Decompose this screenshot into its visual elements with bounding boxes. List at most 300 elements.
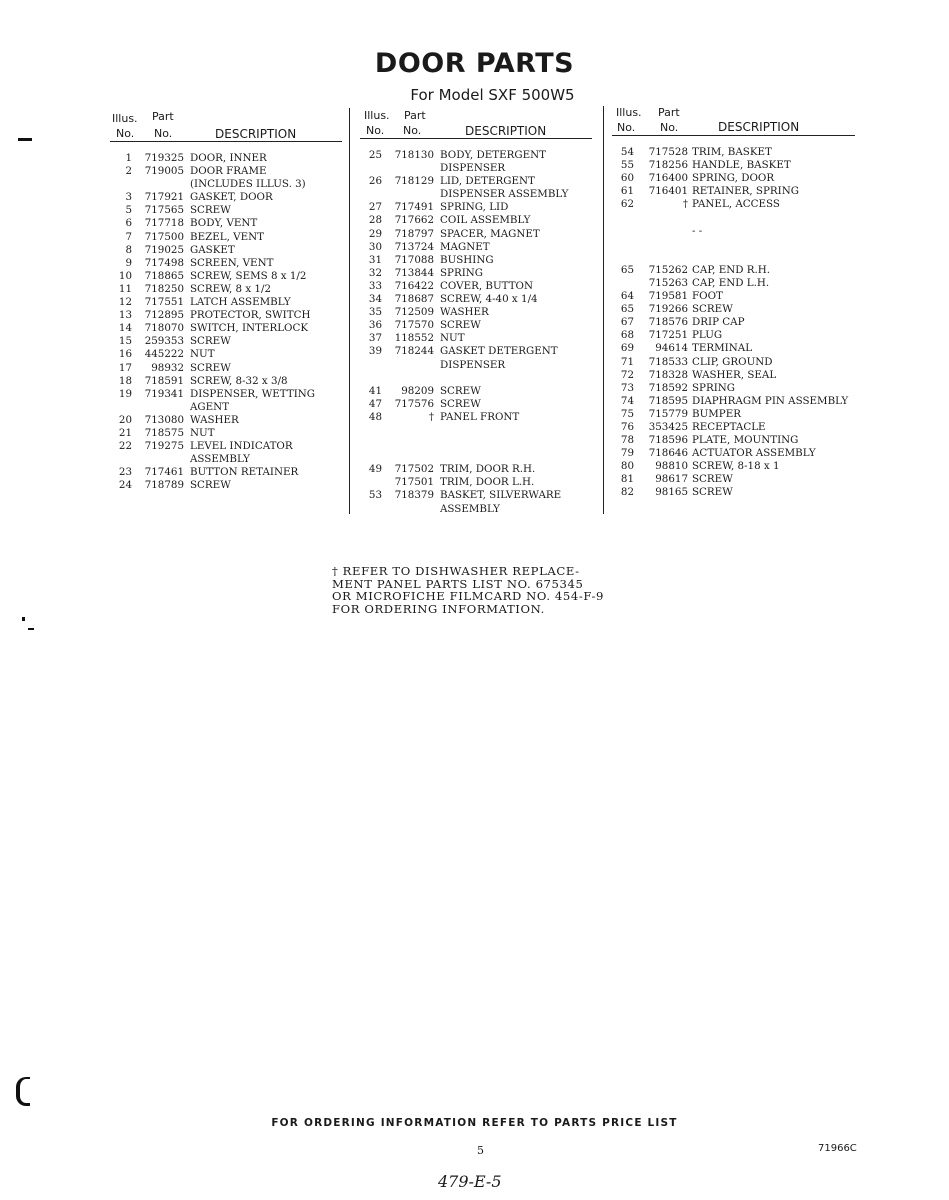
part-row [612,460,855,473]
part-number: 98810 [655,460,688,473]
illus-number: 71 [620,355,634,368]
part-row [110,165,342,178]
part-number: 353425 [648,420,688,433]
part-description: PROTECTOR, SWITCH [190,309,311,322]
part-row [110,466,342,479]
part-label: Part [658,106,680,119]
part-row [360,149,592,162]
part-description: COVER, BUTTON [440,279,534,292]
column-divider [349,108,350,514]
illus-number: 41 [368,384,382,397]
part-row [110,414,342,427]
part-row [110,335,342,348]
handwritten-note: 479-E-5 [438,1172,502,1191]
part-row [612,395,855,408]
part-row [612,146,855,159]
part-row [612,316,855,329]
illus-number: 13 [118,309,132,322]
part-number: 719325 [144,152,184,164]
part-row [612,172,855,185]
illus-no-label: No. [116,127,135,140]
part-number: 717501 [394,476,434,489]
illus-number: 31 [368,253,382,266]
illus-number: 68 [620,329,634,342]
scan-mark [18,138,32,141]
part-row [360,332,592,345]
part-description: GASKET [190,243,235,256]
part-number: 718328 [648,368,688,381]
part-description: TRIM, DOOR L.H. [440,476,535,489]
part-description: GASKET DETERGENT [440,345,558,358]
part-row [110,388,342,401]
part-description: SCREW [190,204,231,217]
part-row [110,257,342,270]
illus-number: 15 [118,335,132,348]
part-number: 716400 [648,172,688,185]
column-header [360,107,592,145]
part-number: 717921 [144,191,184,204]
part-row [612,434,855,447]
parts-rows [110,152,342,492]
part-description: SCREW [440,319,481,332]
illus-number: 32 [368,266,382,279]
illus-number: 48 [368,410,382,423]
part-number: 718575 [144,426,184,439]
illus-number: 74 [620,394,634,407]
illus-number: 28 [368,214,382,227]
illus-number: 8 [125,243,132,256]
illus-number: 7 [125,230,132,243]
part-number: 718797 [394,227,434,240]
part-number: 717565 [144,204,184,217]
part-description: CAP, END L.H. [692,276,770,289]
part-row [612,159,855,172]
part-number: 717576 [394,397,434,410]
part-row [360,241,592,254]
part-number: 717551 [144,296,184,309]
illus-number: 61 [620,185,634,198]
part-no-label: No. [154,127,173,140]
illus-number: 60 [620,172,634,185]
part-description: LATCH ASSEMBLY [190,296,291,309]
scan-mark [22,617,25,621]
part-number: 94614 [655,342,688,355]
illus-number: 14 [118,322,132,335]
part-row [110,244,342,257]
part-number: 718865 [144,269,184,282]
part-description: RETAINER, SPRING [692,185,799,198]
part-row [360,359,592,372]
part-description: FOOT [692,290,723,303]
part-row [612,382,855,395]
part-row [612,369,855,382]
ordering-footer: FOR ORDERING INFORMATION REFER TO PARTS PRICE LIST [271,1117,678,1129]
part-row [360,411,592,424]
illus-number: 53 [368,489,382,502]
illus-number: 62 [620,198,634,211]
part-description: COIL ASSEMBLY [440,214,531,227]
illus-number: 65 [620,303,634,316]
part-row [360,450,592,463]
header-rule [360,138,592,139]
part-description: HANDLE, BASKET [692,159,791,172]
part-number: 716401 [648,185,688,198]
part-description: CLIP, GROUND [692,355,773,368]
part-description: BUSHING [440,253,494,266]
part-description: LEVEL INDICATOR [190,440,293,453]
part-description: WASHER, SEAL [692,368,777,381]
part-description: LID, DETERGENT [440,175,535,188]
part-number: 718789 [144,479,184,492]
part-number: 445222 [144,348,184,361]
part-description: BODY, DETERGENT [440,149,547,161]
column-header [110,110,342,148]
model-subtitle: For Model SXF 500W5 [410,86,575,104]
part-description: WASHER [440,306,489,319]
part-description: NUT [190,348,215,361]
part-row [110,217,342,230]
part-description: NUT [440,332,465,345]
part-description: - - [692,224,703,237]
illus-number: 67 [620,316,634,329]
part-row [360,267,592,280]
illus-number: 12 [118,296,132,309]
illus-number: 9 [125,256,132,269]
part-description: BUMPER [692,407,741,420]
part-number: 98932 [151,361,184,374]
part-row [110,479,342,492]
illus-number: 30 [368,240,382,253]
part-row [110,204,342,217]
illus-number: 18 [118,374,132,387]
illus-number: 69 [620,342,634,355]
illus-number: 35 [368,306,382,319]
part-description: TERMINAL [692,342,753,355]
part-description: WASHER [190,413,239,426]
illus-number: 20 [118,413,132,426]
illus-number: 10 [118,269,132,282]
part-row [110,375,342,388]
part-number: † [428,410,434,423]
part-row [360,254,592,267]
illus-number: 23 [118,466,132,479]
scan-mark [28,628,34,630]
part-number: 718379 [394,489,434,502]
part-row [612,225,855,238]
part-description: BEZEL, VENT [190,230,264,243]
description-label: DESCRIPTION [718,120,800,134]
part-row [110,296,342,309]
part-row [110,401,342,414]
part-description: SCREW [692,486,733,499]
part-number: 717502 [394,463,434,476]
illus-number: 49 [368,463,382,476]
part-number: 717662 [394,214,434,227]
part-number: 719025 [144,243,184,256]
illus-number: 82 [620,486,634,499]
part-number: 718130 [394,149,434,161]
header-rule [110,141,342,142]
part-number: 715779 [648,407,688,420]
part-number: 118552 [394,332,434,345]
part-row [360,503,592,516]
part-description: SCREW, SEMS 8 x 1/2 [190,269,307,282]
binding-hole-mark [16,1077,30,1106]
part-row [360,201,592,214]
illus-number: 72 [620,368,634,381]
part-row [110,322,342,335]
part-row [360,372,592,385]
part-label: Part [152,110,174,123]
part-row [360,293,592,306]
illus-number: 11 [118,282,132,295]
part-number: 717491 [394,201,434,214]
part-description: SCREEN, VENT [190,256,274,269]
part-number: 718592 [648,381,688,394]
illus-number: 27 [368,201,382,214]
illus-number: 55 [620,159,634,172]
part-description: SCREW, 8-18 x 1 [692,460,780,473]
part-row [612,447,855,460]
illus-no-label: No. [617,121,636,134]
note-line: MENT PANEL PARTS LIST NO. 675345 [332,576,584,591]
part-row [360,306,592,319]
illus-label: Illus. [112,112,138,125]
part-description: BUTTON RETAINER [190,466,299,479]
part-row [360,214,592,227]
header-rule [612,135,855,136]
part-row [360,437,592,450]
column-divider [603,106,604,514]
part-number: 719275 [144,440,184,453]
part-number: 717498 [144,256,184,269]
part-number: 718595 [648,394,688,407]
part-description: ASSEMBLY [440,502,500,515]
parts-column-3 [612,104,855,499]
part-number: 718596 [648,434,688,447]
illus-number: 80 [620,460,634,473]
note-line: FOR ORDERING INFORMATION. [332,601,545,616]
illus-number: 6 [125,217,132,230]
part-row [360,319,592,332]
part-row [612,408,855,421]
part-description: TRIM, DOOR R.H. [440,463,536,476]
part-row [612,421,855,434]
parts-column-2 [360,107,592,515]
part-number: 718256 [648,159,688,172]
illus-number: 5 [125,204,132,217]
part-number: 715263 [648,276,688,289]
part-description: PANEL, ACCESS [692,198,780,211]
part-row [612,264,855,277]
part-row [612,329,855,342]
illus-number: 22 [118,440,132,453]
part-row [360,463,592,476]
part-description: BODY, VENT [190,217,258,230]
part-description: SPRING [440,266,484,279]
illus-number: 19 [118,387,132,400]
part-number: 98165 [655,486,688,499]
part-row [360,280,592,293]
illus-no-label: No. [366,124,385,137]
part-description: ACTUATOR ASSEMBLY [692,447,816,460]
part-row [612,185,855,198]
part-row [110,453,342,466]
part-row [360,424,592,437]
illus-number: 54 [620,146,634,158]
illus-number: 64 [620,290,634,303]
part-description: RECEPTACLE [692,420,766,433]
illus-number: 76 [620,420,634,433]
part-description: DISPENSER, WETTING [190,387,316,400]
illus-number: 26 [368,175,382,188]
part-no-label: No. [660,121,679,134]
part-number: 718591 [144,374,184,387]
part-row [612,277,855,290]
part-number: 717461 [144,466,184,479]
part-number: 713724 [394,240,434,253]
part-number: 718129 [394,175,434,188]
part-description: SPACER, MAGNET [440,227,540,240]
part-description: SCREW [440,397,481,410]
part-number: 719005 [144,165,184,178]
part-description: DOOR FRAME [190,165,267,178]
part-row [110,231,342,244]
part-number: 713080 [144,413,184,426]
part-description: SCREW [190,479,231,492]
part-number: 718244 [394,345,434,358]
illus-number: 78 [620,434,634,447]
note-line: † REFER TO DISHWASHER REPLACE- [332,564,580,578]
part-row [360,228,592,241]
part-number: 718687 [394,293,434,306]
part-number: 98617 [655,473,688,486]
illus-number: 73 [620,381,634,394]
part-number: 98209 [401,384,434,397]
illus-number: 29 [368,227,382,240]
description-label: DESCRIPTION [215,127,297,141]
illus-number: 25 [368,149,382,161]
illus-number: 2 [125,165,132,178]
illus-number: 17 [118,361,132,374]
part-number: 718576 [648,316,688,329]
part-number: 717718 [144,217,184,230]
part-description: SCREW [692,473,733,486]
part-row [360,398,592,411]
part-description: SCREW [692,303,733,316]
part-row [612,251,855,264]
illus-label: Illus. [364,109,390,122]
part-number: † [682,198,688,211]
illus-number: 39 [368,345,382,358]
illus-number: 36 [368,319,382,332]
part-row [612,486,855,499]
part-description: GASKET, DOOR [190,191,273,204]
part-description: DOOR, INNER [190,152,267,164]
part-description: SCREW, 8-32 x 3/8 [190,374,288,387]
page-number: 5 [477,1144,484,1157]
part-row [612,211,855,224]
illus-number: 1 [125,152,132,164]
part-number: 718646 [648,447,688,460]
part-row [612,290,855,303]
part-number: 717570 [394,319,434,332]
part-number: 717500 [144,230,184,243]
part-label: Part [404,109,426,122]
parts-rows [612,146,855,500]
part-description: SCREW [440,384,481,397]
ordering-note [332,565,652,615]
part-row [360,162,592,175]
part-description: SCREW, 4-40 x 1/4 [440,293,538,306]
part-description: ASSEMBLY [190,453,250,466]
parts-column-1 [110,110,342,492]
part-row [110,309,342,322]
part-description: BASKET, SILVERWARE [440,489,562,502]
part-row [110,270,342,283]
part-description: TRIM, BASKET [692,146,772,158]
part-row [110,178,342,191]
part-number: 719266 [648,303,688,316]
part-no-label: No. [403,124,422,137]
part-number: 713844 [394,266,434,279]
part-row [110,283,342,296]
part-row [612,238,855,251]
illus-number: 47 [368,397,382,410]
part-description: CAP, END R.H. [692,263,771,276]
part-description: DISPENSER ASSEMBLY [440,188,569,201]
part-description: PLATE, MOUNTING [692,434,799,447]
part-description: SCREW [190,361,231,374]
part-description: PLUG [692,329,723,342]
part-row [110,440,342,453]
part-number: 712895 [144,309,184,322]
part-row [110,427,342,440]
part-row [360,476,592,489]
illus-number: 75 [620,407,634,420]
note-line: OR MICROFICHE FILMCARD NO. 454-F-9 [332,589,604,604]
part-row [360,345,592,358]
part-number: 259353 [144,335,184,348]
part-row [612,303,855,316]
illus-number: 79 [620,447,634,460]
part-row [110,191,342,204]
part-number: 719581 [648,290,688,303]
part-row [110,362,342,375]
part-description: DISPENSER [440,162,506,175]
part-number: 715262 [648,263,688,276]
document-code: 71966C [818,1143,857,1154]
part-description: DIAPHRAGM PIN ASSEMBLY [692,394,849,407]
description-label: DESCRIPTION [465,124,547,138]
part-description: SCREW, 8 x 1/2 [190,282,272,295]
illus-number: 21 [118,426,132,439]
part-row [360,175,592,188]
part-description: DISPENSER [440,358,506,371]
illus-number: 37 [368,332,382,345]
part-description: MAGNET [440,240,490,253]
part-row [612,356,855,369]
part-row [360,385,592,398]
part-description: SCREW [190,335,231,348]
illus-number: 65 [620,263,634,276]
page-title: DOOR PARTS [374,48,575,79]
part-number: 712509 [394,306,434,319]
part-row [110,348,342,361]
part-number: 717088 [394,253,434,266]
part-row [110,152,342,165]
part-row [360,188,592,201]
